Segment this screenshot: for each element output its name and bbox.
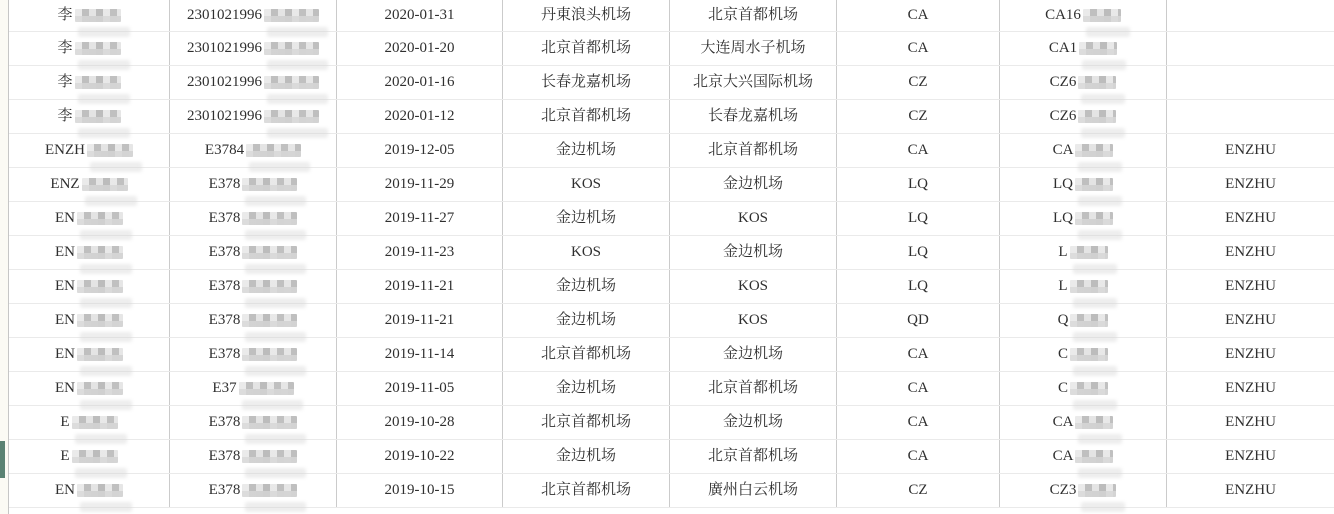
name-censor-mask (77, 348, 123, 361)
passenger-name-text: EN (55, 244, 75, 260)
departure-airport-text: 北京首都机场 (540, 346, 631, 362)
cell-id-number[interactable] (170, 202, 337, 235)
departure-airport-text: 北京首都机场 (540, 414, 631, 430)
id-censor-mask (264, 9, 319, 22)
cell-flight-number[interactable] (1000, 100, 1167, 133)
cell-arrival-airport[interactable] (670, 440, 837, 473)
name-censor-mask (77, 314, 123, 327)
airline-code-text: CA (907, 142, 929, 158)
departure-airport-text: 金边机场 (555, 312, 616, 328)
cell-remark[interactable] (1167, 406, 1334, 439)
id-number-text: E378 (208, 448, 241, 464)
id-number-text: E378 (208, 176, 241, 192)
flight-number-censor-mask (1070, 246, 1108, 259)
cell-departure-airport[interactable] (503, 32, 670, 65)
name-censor-mask (82, 178, 128, 191)
flight-number-censor-mask (1075, 178, 1113, 191)
departure-airport-text: KOS (570, 244, 601, 260)
cell-remark[interactable] (1167, 338, 1334, 371)
cell-arrival-airport[interactable] (670, 270, 837, 303)
passenger-name-text: 李 (57, 108, 73, 124)
flight-date-text: 2019-10-22 (384, 448, 455, 464)
arrival-airport-text: KOS (737, 210, 768, 226)
flight-number-text: CA (1052, 448, 1074, 464)
id-number-text: E378 (208, 414, 241, 430)
arrival-airport-text: 长春龙嘉机场 (707, 108, 798, 124)
flight-date-text: 2019-12-05 (384, 142, 455, 158)
cell-flight-number[interactable] (1000, 338, 1167, 371)
cell-departure-airport[interactable] (503, 66, 670, 99)
cell-flight-date[interactable] (337, 100, 503, 133)
cell-departure-airport[interactable] (503, 372, 670, 405)
departure-airport-text: 丹東浪头机场 (540, 7, 631, 23)
cell-departure-airport[interactable] (503, 168, 670, 201)
cell-flight-date[interactable] (337, 236, 503, 269)
cell-remark[interactable] (1167, 66, 1334, 99)
departure-airport-text: 金边机场 (555, 278, 616, 294)
airline-code-text: CZ (908, 482, 928, 498)
cell-flight-date[interactable] (337, 406, 503, 439)
cell-passenger-name[interactable] (9, 168, 170, 201)
passenger-name-text: EN (55, 278, 75, 294)
departure-airport-text: 北京首都机场 (540, 108, 631, 124)
cell-passenger-name[interactable] (9, 100, 170, 133)
cell-arrival-airport[interactable] (670, 32, 837, 65)
cell-airline-code[interactable] (837, 236, 1000, 269)
cell-remark[interactable] (1167, 134, 1334, 167)
id-number-text: 2301021996 (187, 7, 262, 23)
cell-airline-code[interactable] (837, 66, 1000, 99)
cell-flight-number[interactable] (1000, 406, 1167, 439)
cell-flight-date[interactable] (337, 474, 503, 507)
cell-id-number[interactable] (170, 304, 337, 337)
id-censor-mask (246, 144, 301, 157)
flight-number-text: CZ6 (1049, 74, 1077, 90)
remark-text: ENZHU (1225, 176, 1276, 192)
departure-airport-text: 长春龙嘉机场 (540, 74, 631, 90)
cell-id-number[interactable] (170, 406, 337, 439)
arrival-airport-text: KOS (737, 278, 768, 294)
cell-airline-code[interactable] (837, 338, 1000, 371)
flight-number-censor-mask (1083, 9, 1121, 22)
cell-remark[interactable] (1167, 0, 1334, 31)
cell-id-number[interactable] (170, 270, 337, 303)
id-censor-mask (242, 280, 297, 293)
cell-arrival-airport[interactable] (670, 134, 837, 167)
cell-flight-number[interactable] (1000, 134, 1167, 167)
arrival-airport-text: KOS (737, 312, 768, 328)
arrival-airport-text: 北京首都机场 (707, 380, 798, 396)
passenger-name-text: 李 (57, 40, 73, 56)
flight-number-censor-mask (1075, 212, 1113, 225)
name-censor-mask (77, 484, 123, 497)
flight-date-text: 2019-11-21 (384, 312, 455, 328)
passenger-name-text: EN (55, 210, 75, 226)
cell-airline-code[interactable] (837, 32, 1000, 65)
flight-date-text: 2020-01-31 (384, 7, 455, 23)
cell-passenger-name[interactable] (9, 236, 170, 269)
cell-flight-number[interactable] (1000, 202, 1167, 235)
cell-id-number[interactable] (170, 134, 337, 167)
airline-code-text: LQ (908, 278, 928, 294)
cell-remark[interactable] (1167, 236, 1334, 269)
airline-code-text: CA (907, 40, 929, 56)
partial-next-row (9, 508, 1334, 514)
cell-flight-number[interactable] (1000, 474, 1167, 507)
flight-number-censor-mask (1075, 416, 1113, 429)
cell-id-number[interactable] (170, 338, 337, 371)
cell-flight-number[interactable] (1000, 32, 1167, 65)
flight-number-text: Q (1057, 312, 1069, 328)
departure-airport-text: 金边机场 (555, 448, 616, 464)
cell-flight-number[interactable] (1000, 168, 1167, 201)
cell-passenger-name[interactable] (9, 440, 170, 473)
cell-flight-number[interactable] (1000, 270, 1167, 303)
cell-arrival-airport[interactable] (670, 304, 837, 337)
flight-number-censor-mask (1078, 76, 1116, 89)
cell-remark[interactable] (1167, 32, 1334, 65)
airline-code-text: CA (907, 346, 929, 362)
cell-remark[interactable] (1167, 440, 1334, 473)
passenger-name-text: ENZH (45, 142, 85, 158)
departure-airport-text: 金边机场 (555, 210, 616, 226)
arrival-airport-text: 北京首都机场 (707, 448, 798, 464)
cell-passenger-name[interactable] (9, 270, 170, 303)
remark-text: ENZHU (1225, 142, 1276, 158)
cell-flight-number[interactable] (1000, 236, 1167, 269)
cell-flight-date[interactable] (337, 0, 503, 31)
cell-id-number[interactable] (170, 440, 337, 473)
departure-airport-text: KOS (570, 176, 601, 192)
flight-number-text: LQ (1053, 176, 1073, 192)
passenger-name-text: EN (55, 380, 75, 396)
cell-airline-code[interactable] (837, 372, 1000, 405)
airline-code-text: CA (907, 414, 929, 430)
cell-arrival-airport[interactable] (670, 372, 837, 405)
arrival-airport-text: 金边机场 (722, 346, 783, 362)
cell-flight-number[interactable] (1000, 66, 1167, 99)
cell-arrival-airport[interactable] (670, 168, 837, 201)
arrival-airport-text: 北京首都机场 (707, 142, 798, 158)
cell-remark[interactable] (1167, 270, 1334, 303)
departure-airport-text: 北京首都机场 (540, 40, 631, 56)
id-censor-mask (242, 416, 297, 429)
cell-id-number[interactable] (170, 0, 337, 31)
cell-departure-airport[interactable] (503, 0, 670, 31)
cell-remark[interactable] (1167, 100, 1334, 133)
cell-airline-code[interactable] (837, 270, 1000, 303)
id-number-text: E378 (208, 244, 241, 260)
departure-airport-text: 北京首都机场 (540, 482, 631, 498)
cell-departure-airport[interactable] (503, 338, 670, 371)
airline-code-text: LQ (908, 244, 928, 260)
flight-number-censor-mask (1075, 144, 1113, 157)
arrival-airport-text: 金边机场 (722, 244, 783, 260)
cell-remark[interactable] (1167, 202, 1334, 235)
cell-departure-airport[interactable] (503, 304, 670, 337)
cell-id-number[interactable] (170, 236, 337, 269)
flight-number-text: CA16 (1045, 7, 1081, 23)
flight-date-text: 2020-01-20 (384, 40, 455, 56)
id-number-text: 2301021996 (187, 74, 262, 90)
cell-flight-number[interactable] (1000, 304, 1167, 337)
remark-text: ENZHU (1225, 380, 1276, 396)
id-number-text: E37 (212, 380, 237, 396)
cell-remark[interactable] (1167, 474, 1334, 507)
table-row (9, 338, 1334, 372)
departure-airport-text: 金边机场 (555, 142, 616, 158)
flight-date-text: 2019-10-28 (384, 414, 455, 430)
name-censor-mask (72, 450, 118, 463)
selected-row-indicator (0, 441, 5, 478)
id-censor-mask (242, 246, 297, 259)
id-censor-mask (242, 314, 297, 327)
flight-number-text: CA (1052, 414, 1074, 430)
cell-airline-code[interactable] (837, 202, 1000, 235)
remark-text: ENZHU (1225, 210, 1276, 226)
table-row (9, 474, 1334, 508)
flight-number-text: L (1058, 244, 1068, 260)
arrival-airport-text: 金边机场 (722, 176, 783, 192)
passenger-name-text: EN (55, 346, 75, 362)
flight-number-censor-mask (1079, 42, 1117, 55)
cell-id-number[interactable] (170, 372, 337, 405)
flight-number-censor-mask (1075, 450, 1113, 463)
passenger-name-text: E (60, 414, 70, 430)
cell-flight-date[interactable] (337, 372, 503, 405)
airline-code-text: CA (907, 448, 929, 464)
airline-code-text: LQ (908, 210, 928, 226)
airline-code-text: CZ (908, 108, 928, 124)
arrival-airport-text: 北京大兴国际机场 (692, 74, 813, 90)
cell-departure-airport[interactable] (503, 406, 670, 439)
cell-arrival-airport[interactable] (670, 66, 837, 99)
flight-number-censor-mask (1078, 484, 1116, 497)
id-censor-mask (264, 110, 319, 123)
cell-flight-number[interactable] (1000, 0, 1167, 31)
id-number-text: 2301021996 (187, 40, 262, 56)
cell-departure-airport[interactable] (503, 134, 670, 167)
cell-passenger-name[interactable] (9, 406, 170, 439)
cell-flight-number[interactable] (1000, 440, 1167, 473)
table-row (9, 372, 1334, 406)
airline-code-text: CA (907, 7, 929, 23)
flight-date-text: 2019-10-15 (384, 482, 455, 498)
id-censor-mask (242, 484, 297, 497)
passenger-name-text: EN (55, 312, 75, 328)
table-row (9, 304, 1334, 338)
cell-arrival-airport[interactable] (670, 202, 837, 235)
cell-airline-code[interactable] (837, 0, 1000, 31)
cell-flight-date[interactable] (337, 270, 503, 303)
cell-passenger-name[interactable] (9, 304, 170, 337)
passenger-name-text: 李 (57, 7, 73, 23)
flight-number-censor-mask (1070, 382, 1108, 395)
remark-text: ENZHU (1225, 482, 1276, 498)
remark-text: ENZHU (1225, 244, 1276, 260)
name-censor-mask (87, 144, 133, 157)
arrival-airport-text: 北京首都机场 (707, 7, 798, 23)
flight-number-censor-mask (1070, 348, 1108, 361)
flight-number-text: LQ (1053, 210, 1073, 226)
flight-number-text: C (1057, 380, 1068, 396)
arrival-airport-text: 金边机场 (722, 414, 783, 430)
departure-airport-text: 金边机场 (555, 380, 616, 396)
cell-arrival-airport[interactable] (670, 406, 837, 439)
flight-records-table (8, 0, 1334, 514)
table-row (9, 168, 1334, 202)
cell-remark[interactable] (1167, 372, 1334, 405)
cell-flight-date[interactable] (337, 168, 503, 201)
table-row (9, 32, 1334, 66)
cell-passenger-name[interactable] (9, 66, 170, 99)
remark-text: ENZHU (1225, 312, 1276, 328)
passenger-name-text: ENZ (50, 176, 80, 192)
remark-text: ENZHU (1225, 346, 1276, 362)
id-censor-mask (242, 178, 297, 191)
flight-number-text: C (1057, 346, 1068, 362)
flight-date-text: 2020-01-12 (384, 108, 455, 124)
id-censor-mask (264, 42, 319, 55)
table-row (9, 440, 1334, 474)
cell-id-number[interactable] (170, 66, 337, 99)
passenger-name-text: EN (55, 482, 75, 498)
table-row (9, 236, 1334, 270)
cell-departure-airport[interactable] (503, 236, 670, 269)
flight-number-text: CA (1052, 142, 1074, 158)
cell-passenger-name[interactable] (9, 0, 170, 31)
table-row (9, 270, 1334, 304)
cell-flight-date[interactable] (337, 440, 503, 473)
table-row (9, 202, 1334, 236)
cell-departure-airport[interactable] (503, 202, 670, 235)
cell-remark[interactable] (1167, 168, 1334, 201)
cell-flight-date[interactable] (337, 304, 503, 337)
cell-flight-number[interactable] (1000, 372, 1167, 405)
remark-text: ENZHU (1225, 414, 1276, 430)
cell-arrival-airport[interactable] (670, 474, 837, 507)
flight-number-censor-mask (1078, 110, 1116, 123)
cell-id-number[interactable] (170, 474, 337, 507)
flight-date-text: 2019-11-21 (384, 278, 455, 294)
flight-number-censor-mask (1070, 314, 1108, 327)
name-censor-mask (75, 76, 121, 89)
table-row (9, 100, 1334, 134)
cell-airline-code[interactable] (837, 406, 1000, 439)
passenger-name-text: E (60, 448, 70, 464)
cell-airline-code[interactable] (837, 440, 1000, 473)
id-censor-mask (242, 348, 297, 361)
flight-number-text: CZ6 (1049, 108, 1077, 124)
cell-arrival-airport[interactable] (670, 100, 837, 133)
flight-number-text: CZ3 (1049, 482, 1077, 498)
cell-airline-code[interactable] (837, 474, 1000, 507)
id-censor-mask (239, 382, 294, 395)
cell-flight-date[interactable] (337, 338, 503, 371)
cell-flight-date[interactable] (337, 202, 503, 235)
cell-passenger-name[interactable] (9, 474, 170, 507)
cell-id-number[interactable] (170, 100, 337, 133)
id-number-text: 2301021996 (187, 108, 262, 124)
id-number-text: E378 (208, 312, 241, 328)
cell-passenger-name[interactable] (9, 372, 170, 405)
passenger-name-text: 李 (57, 74, 73, 90)
cell-airline-code[interactable] (837, 134, 1000, 167)
remark-text: ENZHU (1225, 278, 1276, 294)
name-censor-mask (75, 42, 121, 55)
cell-departure-airport[interactable] (503, 100, 670, 133)
id-number-text: E3784 (204, 142, 245, 158)
cell-airline-code[interactable] (837, 304, 1000, 337)
table-row (9, 134, 1334, 168)
cell-remark[interactable] (1167, 304, 1334, 337)
cell-airline-code[interactable] (837, 168, 1000, 201)
cell-id-number[interactable] (170, 168, 337, 201)
cell-passenger-name[interactable] (9, 202, 170, 235)
name-censor-mask (75, 110, 121, 123)
id-number-text: E378 (208, 210, 241, 226)
cell-flight-date[interactable] (337, 134, 503, 167)
flight-date-text: 2019-11-14 (384, 346, 455, 362)
id-censor-mask (242, 450, 297, 463)
name-censor-mask (77, 212, 123, 225)
id-number-text: E378 (208, 278, 241, 294)
airline-code-text: QD (907, 312, 929, 328)
cell-arrival-airport[interactable] (670, 338, 837, 371)
name-censor-mask (72, 416, 118, 429)
cell-departure-airport[interactable] (503, 270, 670, 303)
remark-text: ENZHU (1225, 448, 1276, 464)
table-row (9, 66, 1334, 100)
arrival-airport-text: 大连周水子机场 (700, 40, 806, 56)
flight-date-text: 2019-11-27 (384, 210, 455, 226)
id-number-text: E378 (208, 346, 241, 362)
airline-code-text: CZ (908, 74, 928, 90)
flight-date-text: 2019-11-29 (384, 176, 455, 192)
name-censor-mask (77, 382, 123, 395)
table-row (9, 0, 1334, 32)
flight-date-text: 2019-11-23 (384, 244, 455, 260)
flight-date-text: 2019-11-05 (384, 380, 455, 396)
cell-departure-airport[interactable] (503, 474, 670, 507)
flight-date-text: 2020-01-16 (384, 74, 455, 90)
flight-number-censor-mask (1070, 280, 1108, 293)
airline-code-text: CA (907, 380, 929, 396)
cell-airline-code[interactable] (837, 100, 1000, 133)
cell-departure-airport[interactable] (503, 440, 670, 473)
flight-number-text: L (1058, 278, 1068, 294)
cell-flight-date[interactable] (337, 66, 503, 99)
cell-passenger-name[interactable] (9, 134, 170, 167)
id-censor-mask (242, 212, 297, 225)
table-row (9, 406, 1334, 440)
name-censor-mask (75, 9, 121, 22)
cell-flight-date[interactable] (337, 32, 503, 65)
cell-arrival-airport[interactable] (670, 236, 837, 269)
name-censor-mask (77, 280, 123, 293)
flight-number-text: CA1 (1048, 40, 1078, 56)
cell-arrival-airport[interactable] (670, 0, 837, 31)
id-number-text: E378 (208, 482, 241, 498)
arrival-airport-text: 廣州白云机场 (707, 482, 798, 498)
cell-passenger-name[interactable] (9, 338, 170, 371)
id-censor-mask (264, 76, 319, 89)
airline-code-text: LQ (908, 176, 928, 192)
name-censor-mask (77, 246, 123, 259)
